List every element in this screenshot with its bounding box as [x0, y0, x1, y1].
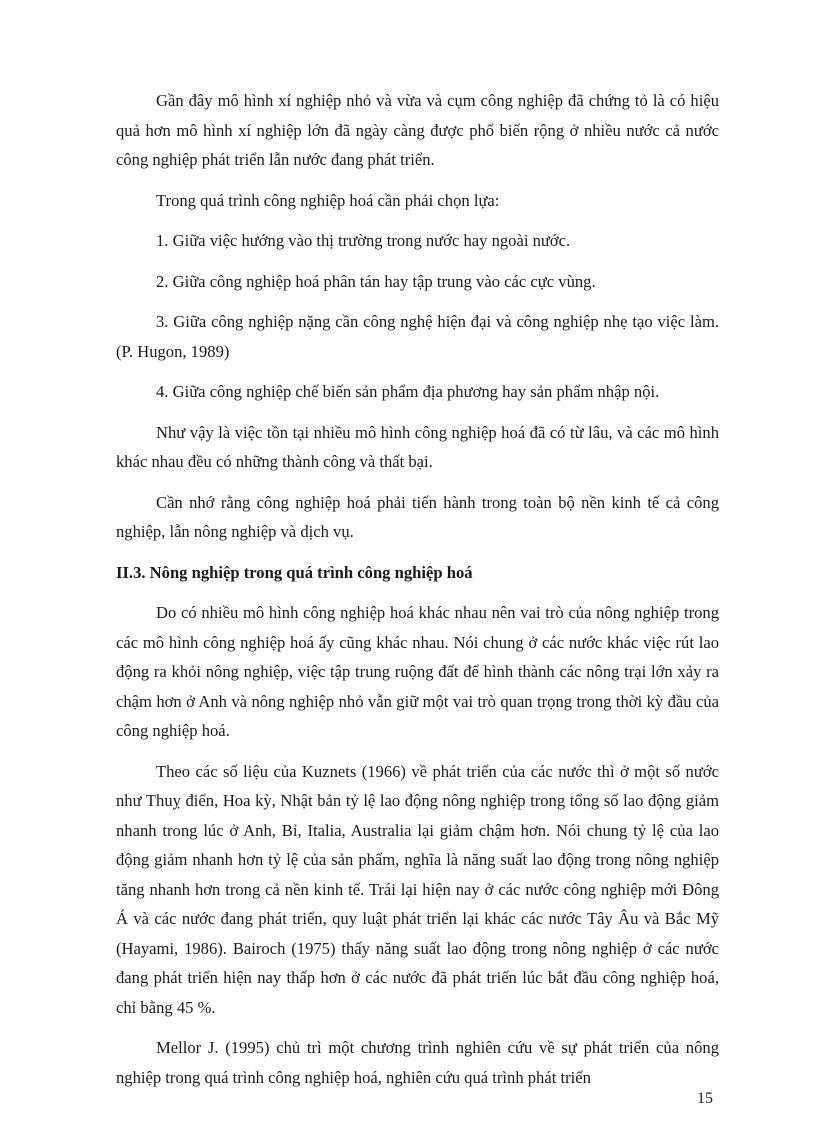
- list-item-dispersed-vs-concentrated: 2. Giữa công nghiệp hoá phân tán hay tập trung vào các cực vùng.: [156, 271, 596, 291]
- list-item-market-orientation: 1. Giữa việc hướng vào thị trường trong nước hay ngoài nước.: [156, 231, 571, 250]
- page-number: 15: [697, 1090, 713, 1107]
- paragraph-whole-economy: Cần nhớ rằng công nghiệp hoá phải tiến hành trong toàn bộ nền kinh tế cả công nghiệp, lẫn nông nghiệp và dịch vụ.: [116, 492, 719, 541]
- paragraph-many-models: Như vậy là việc tồn tại nhiều mô hình công nghiệp hoá đã có từ lâu, và các mô hình khác nhau đều có những thành công và thất bại.: [116, 422, 719, 471]
- list-item-local-vs-imported: 4. Giữa công nghiệp chế biến sản phẩm địa phương hay sản phẩm nhập nội.: [156, 382, 660, 401]
- page-body: [116, 86, 719, 1103]
- paragraph-choices-intro: Trong quá trình công nghiệp hoá cần phải chọn lựa:: [156, 190, 500, 210]
- paragraph-mellor-study: Mellor J. (1995) chủ trì một chương trình nghiên cứu về sự phát triển của nông nghiệp trong quá trình công nghiệp hoá, nghiên cứu quá trình phát triển: [116, 1038, 719, 1087]
- list-item-heavy-vs-light-industry: 3. Giữa công nghiệp nặng cần công nghệ hiện đại và công nghiệp nhẹ tạo việc làm. (P. Hugon, 1989): [116, 312, 719, 361]
- section-heading: II.3. Nông nghiệp trong quá trình công nghiệp hoá: [116, 562, 473, 582]
- paragraph-agriculture-role: Do có nhiều mô hình công nghiệp hoá khác nhau nên vai trò của nông nghiệp trong các mô hình công nghiệp hoá ấy cũng khác nhau. Nói chung ở các nước khác việc rút lao động ra khỏi nông nghiệp, việc tập trung ruộng đất để hình thành các nông trại lớn xảy ra chậm hơn ở Anh và nông nghiệp nhỏ vẫn giữ một vai trò quan trọng trong thời kỳ đầu của công nghiệp hoá.: [116, 603, 719, 740]
- paragraph-small-medium-enterprises: Gần đây mô hình xí nghiệp nhỏ và vừa và cụm công nghiệp đã chứng tỏ là có hiệu quả hơn mô hình xí nghiệp lớn đã ngày càng được phổ biến rộng ở nhiều nước cả nước công nghiệp phát triển lẫn nước đang phát triển.: [116, 91, 719, 169]
- paragraph-kuznets-data: Theo các số liệu của Kuznets (1966) về phát triển của các nước thì ở một số nước như Thuỵ điển, Hoa kỳ, Nhật bản tỷ lệ lao động nông nghiệp trong tổng số lao động giảm nhanh trong lúc ở Anh, Bỉ, Italia, Australia lại giảm chậm hơn. Nói chung tỷ lệ của lao động giảm nhanh hơn tỷ lệ của sản phẩm, nghĩa là năng suất lao động trong nông nghiệp tăng nhanh hơn trong cả nền kinh tế. Trái lại hiện nay ở các nước công nghiệp mới Đông Á và các nước đang phát triển, quy luật phát triển lại khác các nước Tây Âu và Bắc Mỹ (Hayami, 1986). Bairoch (1975) thấy năng suất lao động trong nông nghiệp ở các nước đang phát triển hiện nay thấp hơn ở các nước đã phát triển lúc bắt đầu công nghiệp hoá, chỉ bằng 45 %.: [116, 761, 719, 1017]
